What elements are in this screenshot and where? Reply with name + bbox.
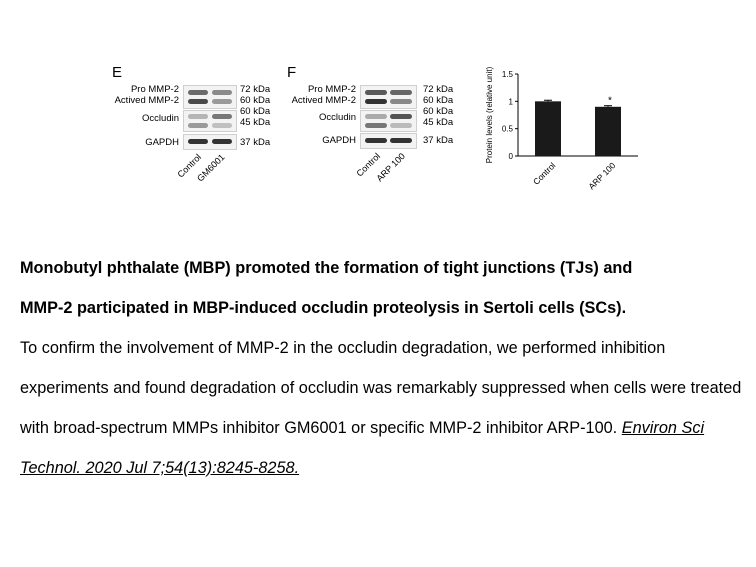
chart-y-axis-label: Protein levels (relative unit) — [485, 66, 494, 164]
panel-f-kda: 60 kDa — [423, 106, 454, 117]
panel-e-blot-occludin — [183, 110, 237, 132]
panel-f-lane-label: ARP 100 — [374, 151, 408, 184]
panel-f-blot-occludin — [360, 110, 417, 132]
chart-x-tick-label: ARP 100 — [586, 160, 618, 192]
panel-e-letter: E — [112, 64, 123, 81]
panel-f-lane-label: Control — [354, 151, 383, 179]
chart-y-tick-label: 0.5 — [501, 124, 513, 134]
citation-link[interactable]: Environ Sci Technol. 2020 Jul 7;54(13):8245-8258. — [20, 419, 705, 477]
panel-e-row-label: Occludin — [142, 113, 179, 124]
chart-y-tick-label: 1 — [508, 97, 513, 107]
panel-e-kda: 60 kDa — [240, 95, 271, 106]
chart-bar — [535, 101, 561, 156]
panel-f-kda: 60 kDa — [423, 95, 454, 106]
caption-body: To confirm the involvement of MMP-2 in the occludin degradation, we performed inhibition experiments and found degradation of occludin was remarkably suppressed when cells were treated with broad-spectrum MMPs inhibitor GM6001 or specific MMP-2 inhibitor ARP-100. — [20, 339, 742, 437]
panel-e-row-label: GAPDH — [145, 137, 179, 148]
panel-f-row-label: Actived MMP-2 — [291, 95, 356, 106]
chart-x-tick-label: Control — [530, 160, 558, 187]
panel-e-row-label: Pro MMP-2 — [130, 84, 179, 95]
panel-e-kda: 45 kDa — [240, 117, 271, 128]
panel-e-blot-mmp2 — [183, 85, 237, 109]
chart-y-tick-label: 0 — [508, 152, 513, 161]
caption-title-line-1: Monobutyl phthalate (MBP) promoted the formation of tight junctions (TJs) and — [20, 259, 633, 277]
panel-f-row-label: Pro MMP-2 — [307, 84, 356, 95]
panel-e-lane-label: GM6001 — [195, 152, 228, 184]
panel-f-kda: 37 kDa — [423, 135, 454, 146]
panel-e-row-label: Actived MMP-2 — [114, 95, 179, 106]
chart-y-tick-label: 1.5 — [501, 70, 513, 79]
panel-f-kda: 72 kDa — [423, 84, 454, 95]
panel-f-blot-gapdh — [360, 133, 417, 149]
chart-bar — [595, 107, 621, 156]
panel-e-kda: 60 kDa — [240, 106, 271, 117]
panel-e-kda: 37 kDa — [240, 137, 271, 148]
caption-title-line-2: MMP-2 participated in MBP-induced occludin proteolysis in Sertoli cells (SCs). — [20, 299, 627, 317]
figure-caption — [20, 248, 750, 488]
panel-f-kda: 45 kDa — [423, 117, 454, 128]
panel-e-lane-label: Control — [175, 152, 204, 180]
chart-significance-label: * — [608, 95, 612, 107]
panel-f-row-label: GAPDH — [322, 135, 356, 146]
panel-e-kda: 72 kDa — [240, 84, 271, 95]
panel-f-row-label: Occludin — [319, 112, 356, 123]
panel-e-blot-gapdh — [183, 134, 237, 150]
figure — [0, 0, 756, 230]
bar-chart — [478, 55, 658, 205]
panel-f-letter: F — [287, 64, 297, 81]
panel-f-blot-mmp2 — [360, 85, 417, 109]
